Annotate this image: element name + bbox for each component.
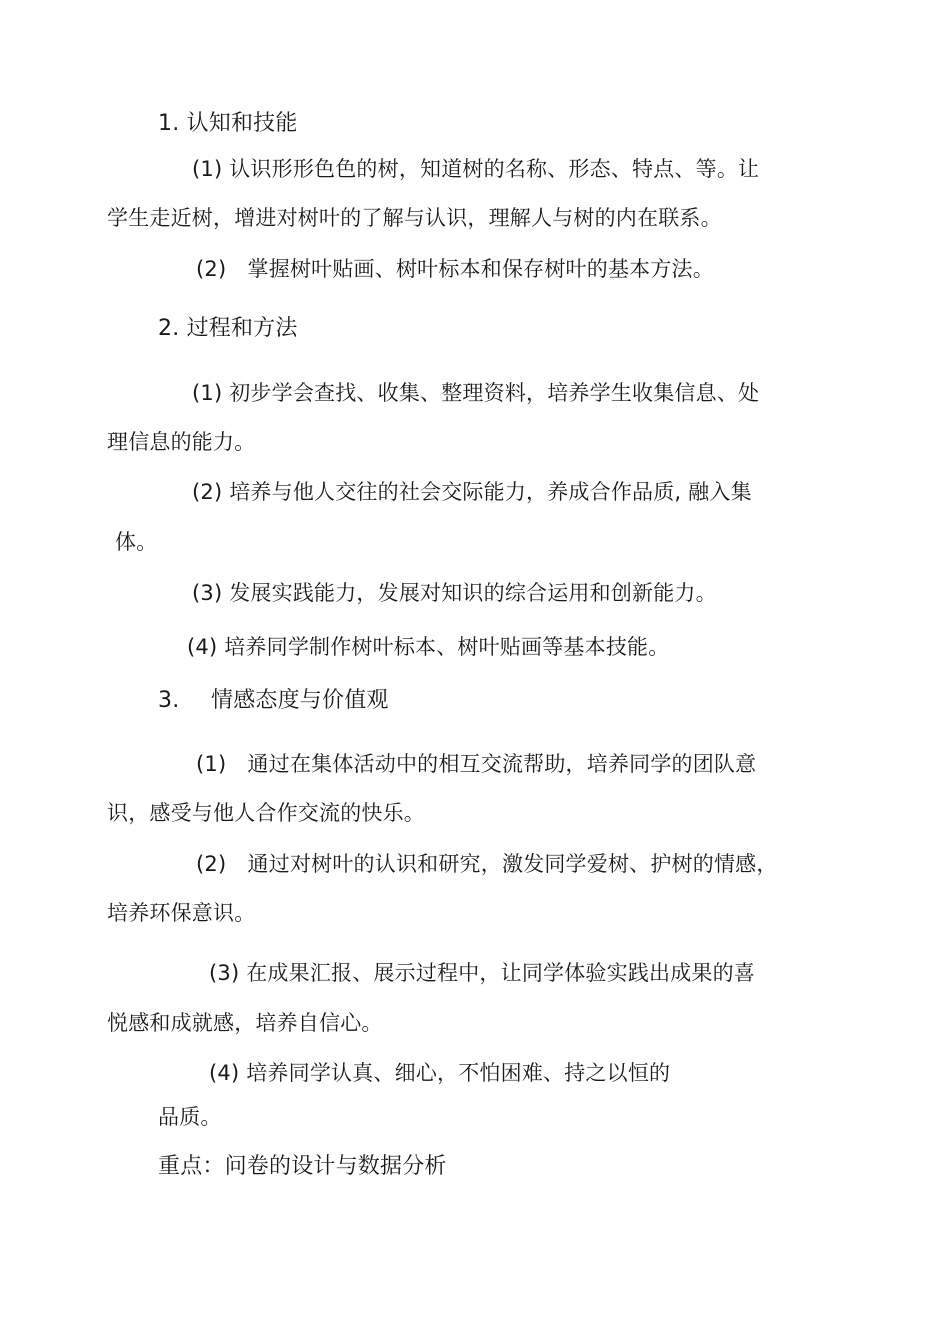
section-2-item-2-line-1: (2) 培养与他人交往的社会交际能力，养成合作品质, 融入集 (192, 480, 752, 504)
section-3-item-4-line-2: 品质。 (158, 1105, 222, 1129)
section-3-item-3-line-1: (3) 在成果汇报、展示过程中，让同学体验实践出成果的喜 (209, 961, 756, 985)
section-2-item-2-line-2: 体。 (115, 530, 158, 554)
section-3-item-1-line-1: (1) 通过在集体活动中的相互交流帮助，培养同学的团队意 (196, 752, 757, 776)
section-3-heading: 情感态度与价值观 (211, 688, 389, 713)
section-1-item-1-line-1: (1) 认识形形色色的树，知道树的名称、形态、特点、等。让 (192, 157, 760, 181)
section-3-item-4-line-1: (4) 培养同学认真、细心，不怕困难、持之以恒的 (209, 1061, 671, 1085)
section-2-item-3: (3) 发展实践能力，发展对知识的综合运用和创新能力。 (192, 581, 717, 605)
section-1-heading: 1. 认知和技能 (158, 111, 298, 136)
section-3-item-2-line-2: 培养环保意识。 (107, 901, 256, 925)
section-1-item-2: (2) 掌握树叶贴画、树叶标本和保存树叶的基本方法。 (196, 257, 714, 281)
section-3-item-3-line-2: 悦感和成就感，培养自信心。 (107, 1011, 383, 1035)
section-2-heading: 2. 过程和方法 (158, 316, 298, 341)
section-2-item-4: (4) 培养同学制作树叶标本、树叶贴画等基本技能。 (187, 635, 670, 659)
section-3-item-1-line-2: 识，感受与他人合作交流的快乐。 (107, 801, 425, 825)
section-3-item-2-line-1: (2) 通过对树叶的认识和研究，激发同学爱树、护树的情感， (196, 852, 778, 876)
section-2-item-1-line-1: (1) 初步学会查找、收集、整理资料，培养学生收集信息、处 (192, 381, 760, 405)
key-point: 重点：问卷的设计与数据分析 (158, 1154, 447, 1179)
section-2-item-1-line-2: 理信息的能力。 (107, 430, 256, 454)
section-1-item-1-line-2: 学生走近树，增进对树叶的了解与认识，理解人与树的内在联系。 (107, 206, 722, 230)
section-3-number: 3. (158, 688, 180, 713)
